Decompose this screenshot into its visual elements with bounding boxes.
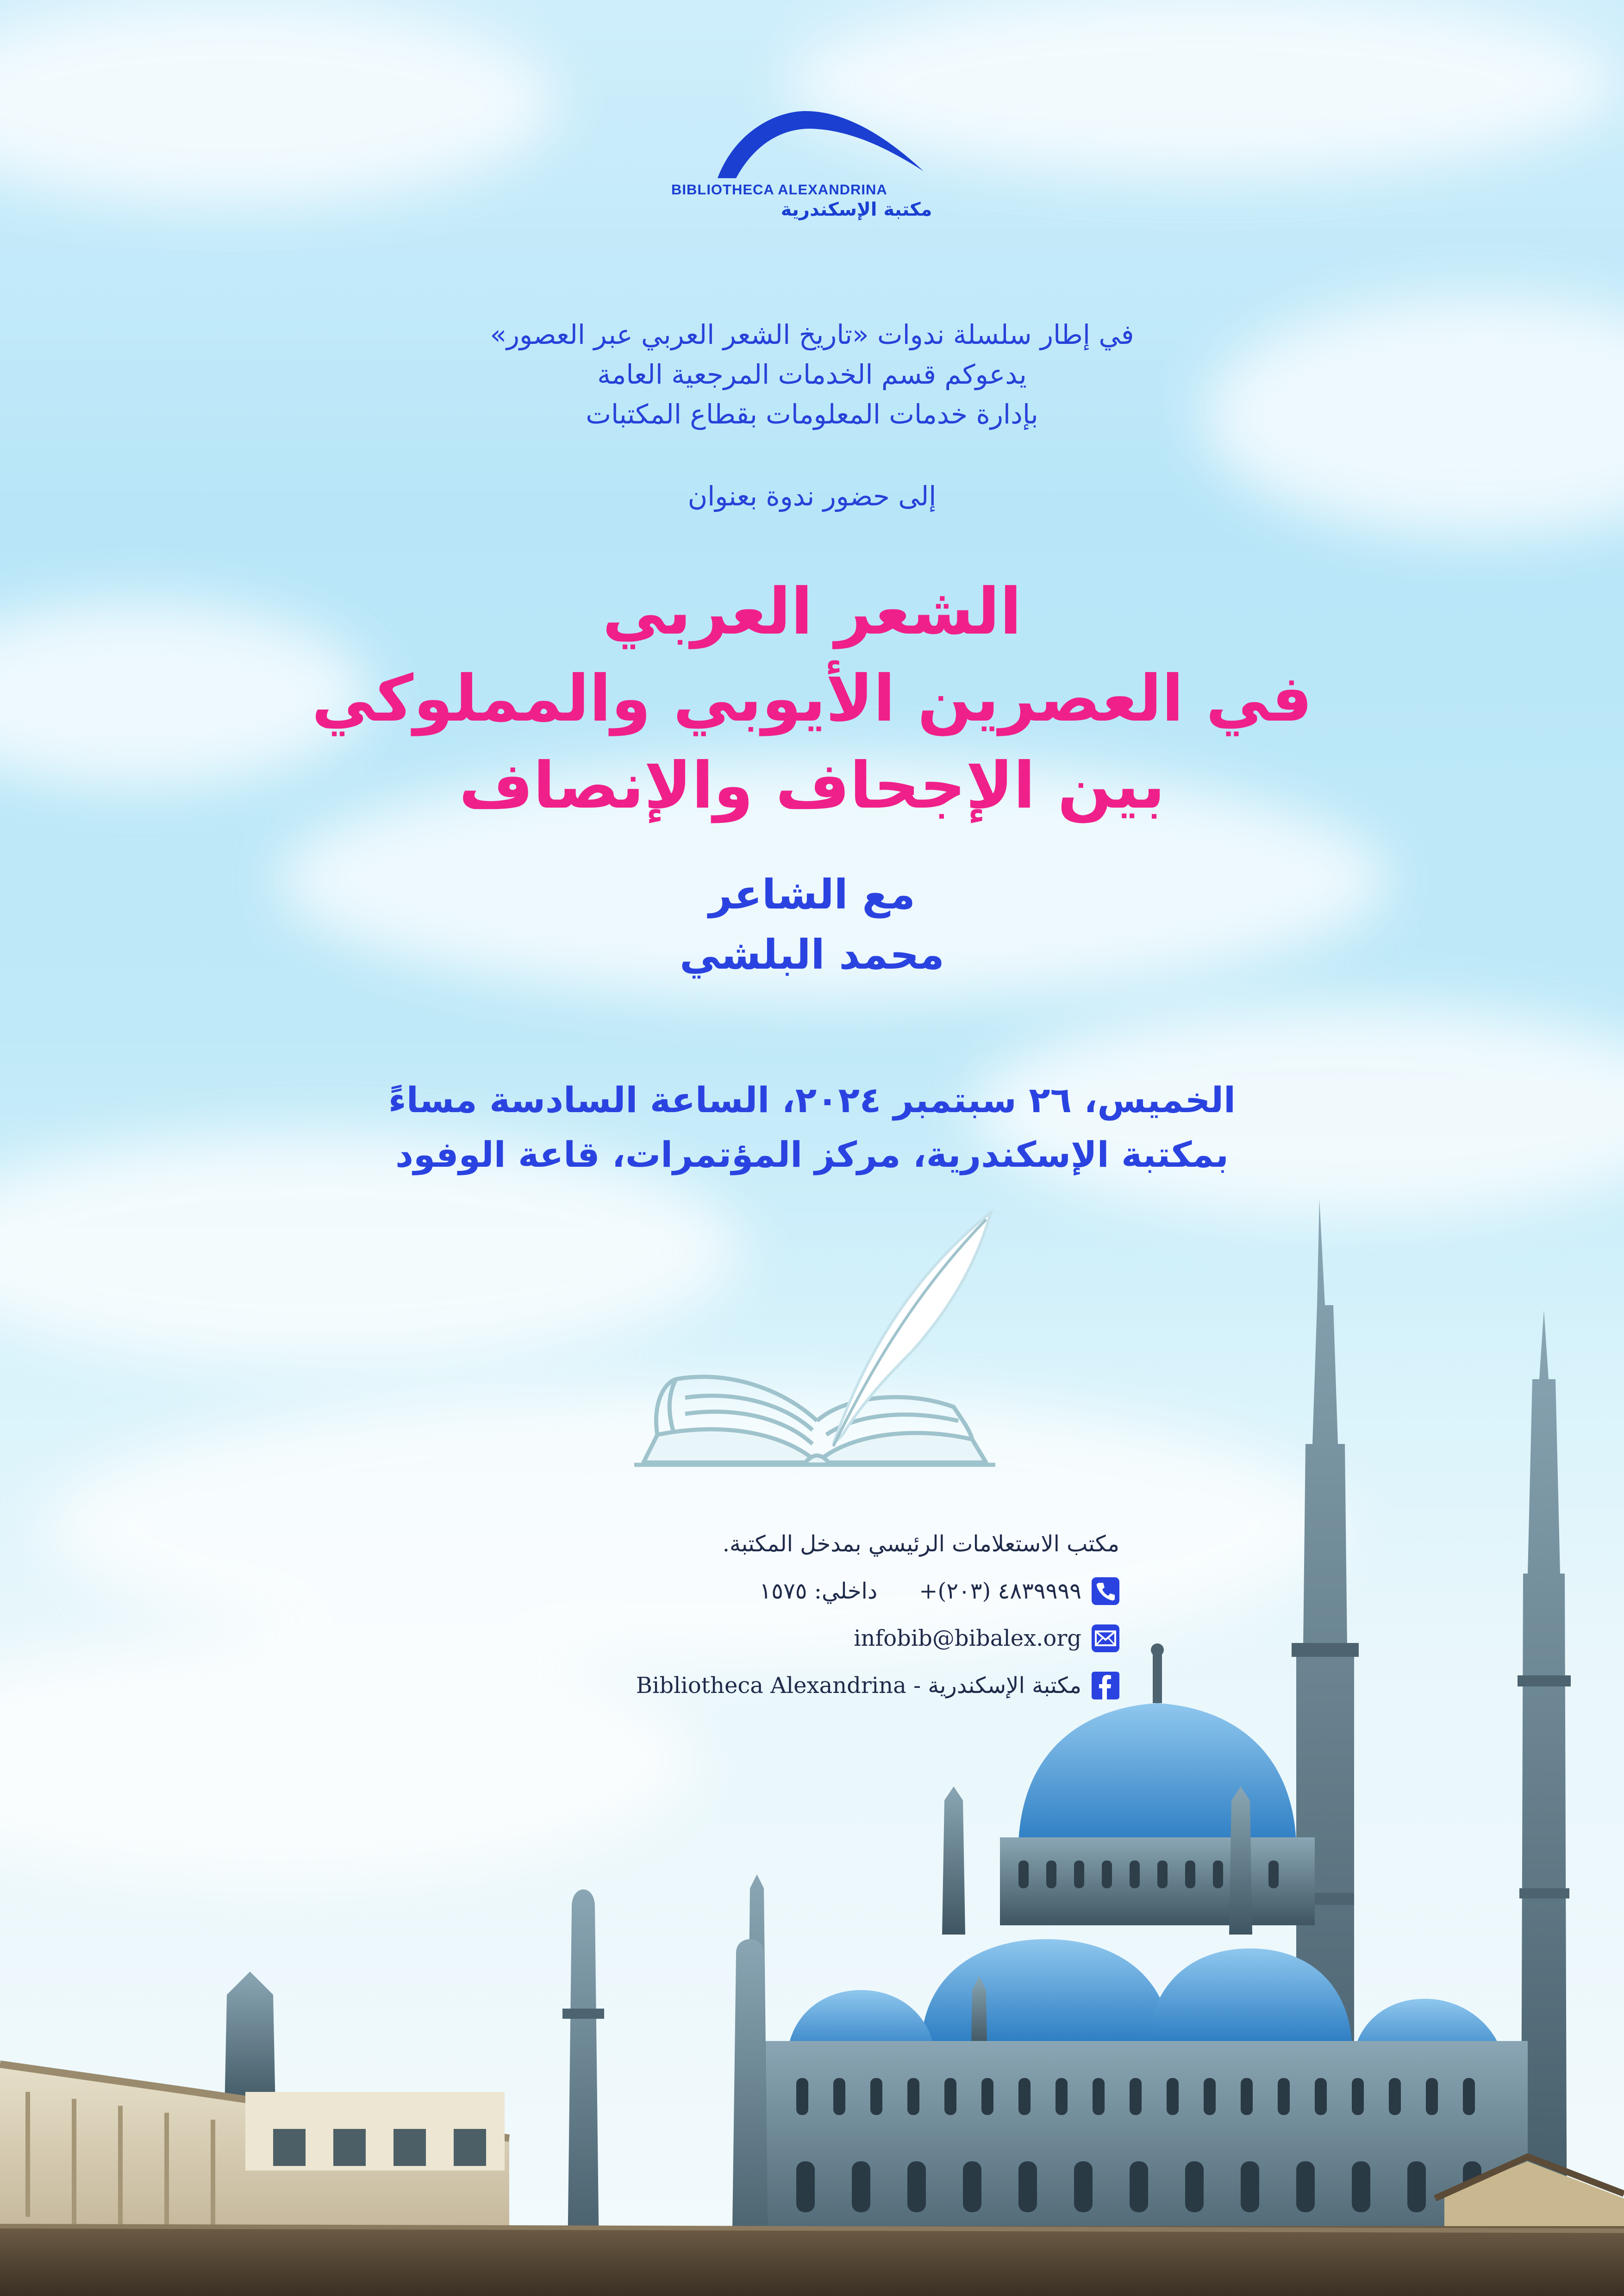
title-line-3: بين الإجحاف والإنصاف bbox=[459, 748, 1165, 823]
phone-number: +(٢٠٣) ٤٨٣٩٩٩٩ bbox=[919, 1578, 1081, 1604]
event-details bbox=[0, 1073, 1624, 1182]
speaker-name: محمد البلشي bbox=[680, 931, 944, 978]
event-datetime: الخميس، ٢٦ سبتمبر ٢٠٢٤، الساعة السادسة مساءً bbox=[388, 1079, 1236, 1120]
office-text: مكتب الاستعلامات الرئيسي بمدخل المكتبة. bbox=[722, 1531, 1119, 1557]
logo-name-english: BIBLIOTHECA ALEXANDRINA bbox=[671, 181, 887, 198]
intro-line-1: في إطار سلسلة ندوات «تاريخ الشعر العربي عبر العصور» bbox=[490, 319, 1134, 350]
intro-line-2: يدعوكم قسم الخدمات المرجعية العامة bbox=[597, 359, 1027, 390]
logo-name-arabic: مكتبة الإسكندرية bbox=[781, 199, 932, 220]
email-address[interactable]: infobib@bibalex.org bbox=[854, 1625, 1081, 1651]
intro-line-3: بإدارة خدمات المعلومات بقطاع المكتبات bbox=[586, 398, 1038, 430]
event-location: بمكتبة الإسكندرية، مركز المؤتمرات، قاعة الوفود bbox=[395, 1134, 1229, 1175]
intro-text bbox=[0, 315, 1624, 434]
title-line-2: في العصرين الأيوبي والمملوكي bbox=[312, 661, 1312, 736]
facebook-page[interactable]: Bibliotheca Alexandrina - مكتبة الإسكندرية bbox=[636, 1673, 1081, 1699]
seminar-title bbox=[0, 568, 1624, 829]
speaker-role: مع الشاعر bbox=[709, 871, 915, 918]
speaker-block bbox=[0, 865, 1624, 985]
mosque-skyline-illustration bbox=[0, 1185, 1624, 2296]
invite-text: إلى حضور ندوة بعنوان bbox=[687, 480, 937, 512]
phone-extension: داخلي: ١٥٧٥ bbox=[759, 1578, 878, 1604]
title-line-1: الشعر العربي bbox=[602, 574, 1022, 649]
